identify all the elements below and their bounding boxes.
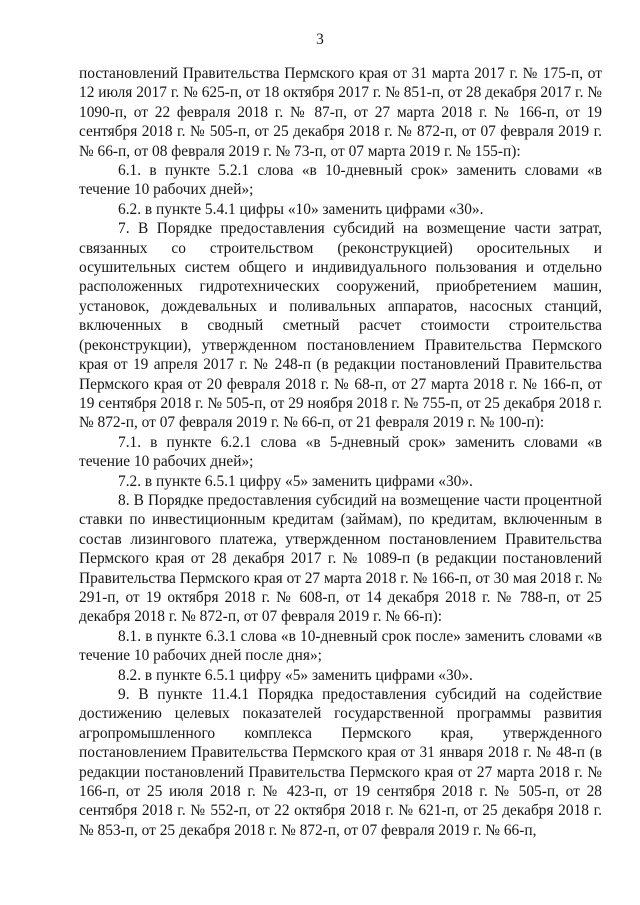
page-number: 3 xyxy=(316,31,324,48)
paragraph: 8.2. в пункте 6.5.1 цифру «5» заменить цифрами «30». xyxy=(118,666,473,684)
paragraph: 6.1. в пункте 5.2.1 слова «в 10-дневный срок» заменить словами «в течение 10 рабочих дней»; xyxy=(79,162,602,199)
paragraph: 6.2. в пункте 5.4.1 цифры «10» заменить цифрами «30». xyxy=(118,200,484,218)
paragraph: 8.1. в пункте 6.3.1 слова «в 10-дневный срок после» заменить словами «в течение 10 рабочих дней после дня»; xyxy=(79,627,602,665)
paragraph: 7.1. в пункте 6.2.1 слова «в 5-дневный срок» заменить словами «в течение 10 рабочих дней»; xyxy=(79,433,602,471)
paragraph: постановлений Правительства Пермского края от 31 марта 2017 г. № 175-п, от 12 июля 2017 г. № 625-п, от 18 октября 2017 г. № 851-п, от 28 декабря 2017 г. № 1090-п, от 22 февраля 2018 г. № 87-п, от 27 марта 2018 г. № 166-п, от 19 сентября 2018 г. № 505-п, от 25 декабря 2018 г. № 872-п, от 07 февраля 2019 г. № 66-п, от 08 февраля 2019 г. № 73-п, от 07 марта 2019 г. № 155-п): xyxy=(79,65,602,160)
paragraph: 8. В Порядке предоставления субсидий на возмещение части процентной ставки по инвестиционным кредитам (займам), по кредитам, включенным в состав лизингового платежа, утвержденном постановлением Правительства Пермского края от 28 декабря 2017 г. № 1089-п (в редакции постановлений Правительства Пермского края от 27 марта 2018 г. № 166-п, от 30 мая 2018 г. № 291-п, от 19 октября 2018 г. № 608-п, от 14 декабря 2018 г. № 788-п, от 25 декабря 2018 г. № 872-п, от 07 февраля 2019 г. № 66-п): xyxy=(79,491,602,626)
paragraph: 7.2. в пункте 6.5.1 цифру «5» заменить цифрами «30». xyxy=(118,472,473,490)
paragraph: 9. В пункте 11.4.1 Порядка предоставления субсидий на содействие достижению целевых показателей государственной программы развития агропромышленного комплекса Пермского края, утвержденного постановлением Правительства Пермского края от 31 января 2018 г. № 48-п (в редакции постановлений Правительства Пермского края от 27 марта 2018 г. № 166-п, от 25 июля 2018 г. № 423-п, от 19 сентября 2018 г. № 505-п, от 28 сентября 2018 г. № 552-п, от 22 октября 2018 г. № 621-п, от 25 декабря 2018 г. № 853-п, от 25 декабря 2018 г. № 872-п, от 07 февраля 2019 г. № 66-п, xyxy=(79,686,602,839)
paragraph: 7. В Порядке предоставления субсидий на возмещение части затрат, связанных со строительством (реконструкцией) оросительных и осушительных систем общего и индивидуального пользования и отдельно расположенных гидротехнических сооружений, приобретением машин, установок, дождевальных и поливальных аппаратов, насосных станций, включенных в сводный сметный расчет стоимости строительства (реконструкции), утвержденном постановлением Правительства Пермского края от 19 апреля 2017 г. № 248-п (в редакции постановлений Правительства Пермского края от 20 февраля 2018 г. № 68-п, от 27 марта 2018 г. № 166-п, от 19 сентября 2018 г. № 505-п, от 29 ноября 2018 г. № 755-п, от 25 декабря 2018 г. № 872-п, от 07 февраля 2019 г. № 66-п, от 21 февраля 2019 г. № 100-п): xyxy=(79,220,602,432)
document-body xyxy=(79,64,602,840)
